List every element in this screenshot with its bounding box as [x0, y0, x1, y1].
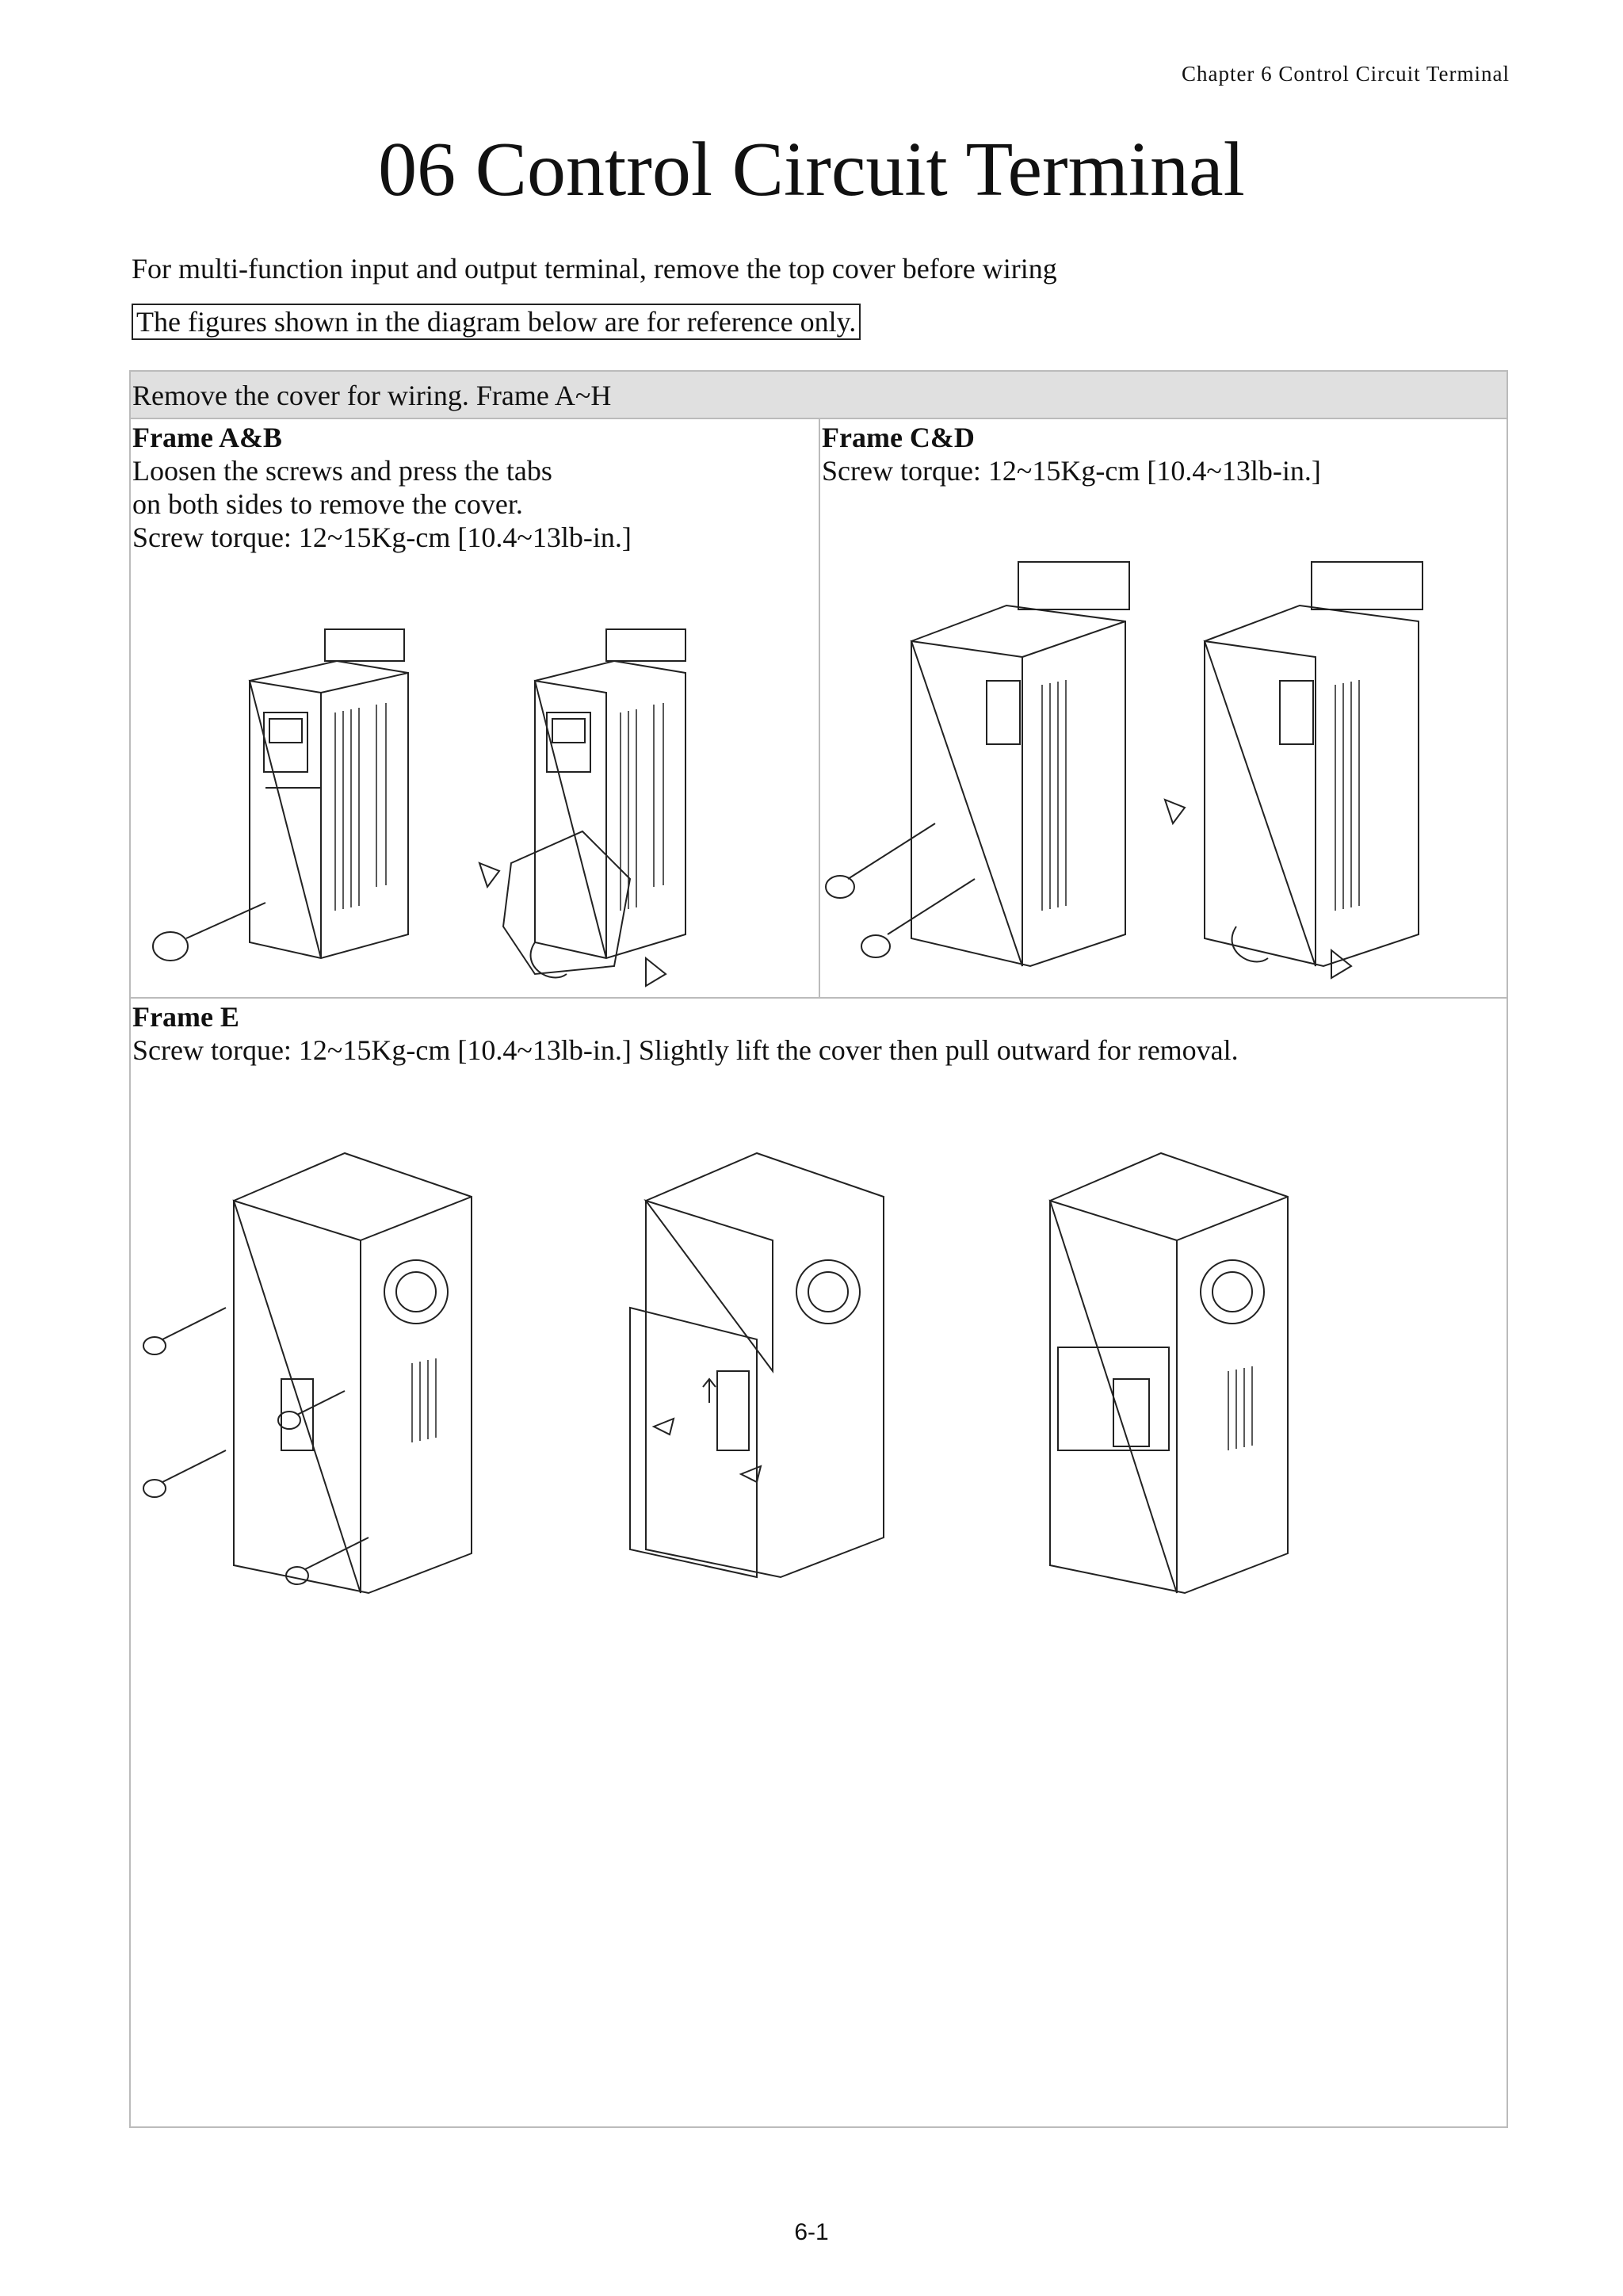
cover-removal-table	[129, 370, 1508, 2128]
reference-note: The figures shown in the diagram below are for reference only.	[132, 304, 861, 340]
frame-ab-line: on both sides to remove the cover.	[132, 488, 523, 520]
frame-ab-illustration	[139, 625, 812, 990]
frame-ab-cell	[131, 419, 820, 999]
intro-text: For multi-function input and output terminal, remove the top cover before wiring	[132, 253, 1057, 285]
page-number: 6-1	[794, 2219, 829, 2245]
frame-e-line: Screw torque: 12~15Kg-cm [10.4~13lb-in.] Slightly lift the cover then pull outward for removal.	[132, 1034, 1239, 1066]
frame-e-illustration	[139, 1110, 1486, 1617]
frame-cd-line: Screw torque: 12~15Kg-cm [10.4~13lb-in.]	[822, 455, 1321, 487]
frame-cd-title: Frame C&D	[822, 422, 975, 453]
page-title: 06 Control Circuit Terminal	[378, 127, 1245, 212]
frame-e-cell	[131, 999, 1507, 2126]
running-header: Chapter 6 Control Circuit Terminal	[1181, 62, 1510, 86]
frame-ab-line: Loosen the screws and press the tabs	[132, 455, 552, 487]
frame-ab-line: Screw torque: 12~15Kg-cm [10.4~13lb-in.]	[132, 521, 632, 553]
frame-cd-illustration	[824, 530, 1502, 990]
table-heading: Remove the cover for wiring. Frame A~H	[131, 372, 1507, 419]
frame-ab-title: Frame A&B	[132, 422, 282, 453]
frame-e-title: Frame E	[132, 1001, 239, 1033]
frame-cd-cell	[820, 419, 1507, 999]
